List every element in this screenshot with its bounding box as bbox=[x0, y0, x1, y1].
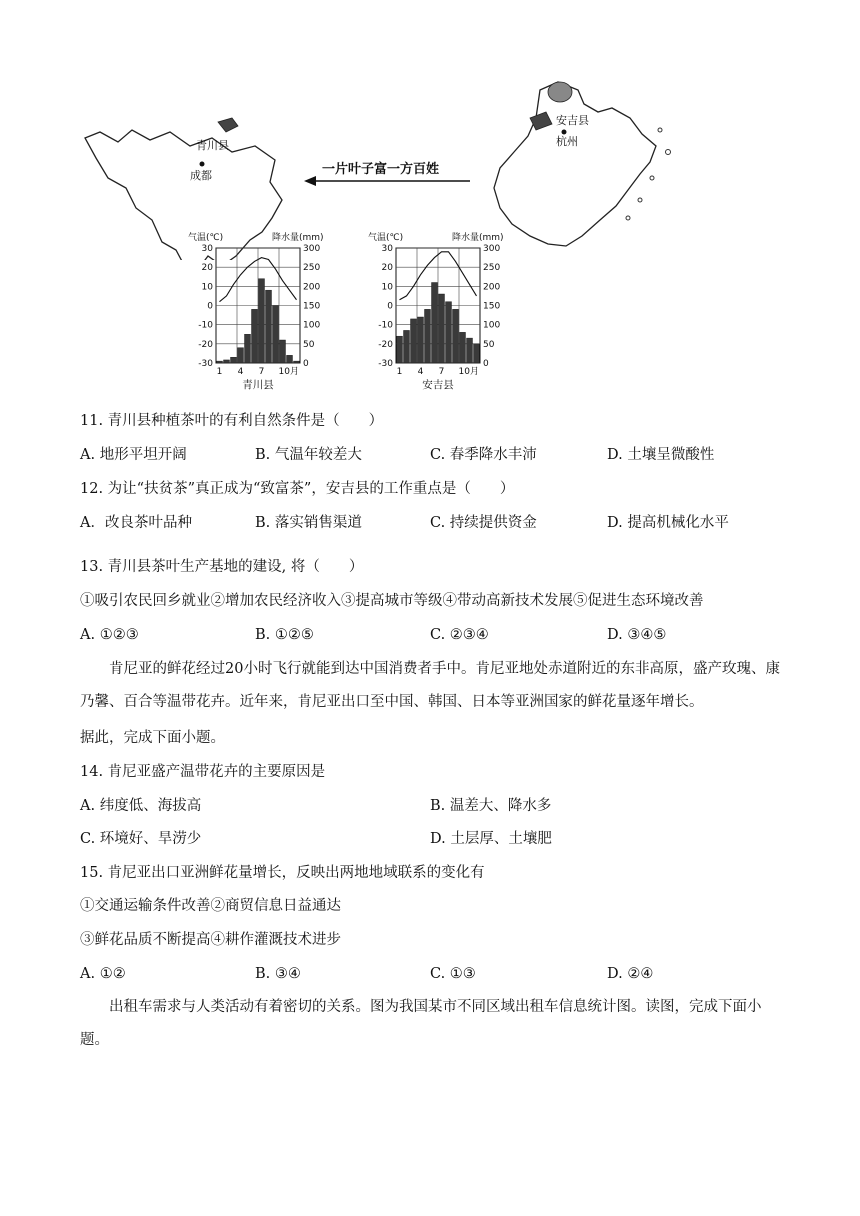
precip-tick-label: 0 bbox=[303, 359, 309, 369]
temp-axis-label: 气温(℃) bbox=[368, 233, 404, 243]
climate-chart-qingchuan bbox=[188, 226, 328, 394]
temp-tick-label: 30 bbox=[201, 244, 213, 254]
arrow-caption: 一片叶子富一方百姓 bbox=[322, 162, 440, 177]
q12-option-d: D. 提高机械化水平 bbox=[607, 515, 729, 531]
precip-bar bbox=[287, 355, 293, 363]
precip-bar bbox=[217, 361, 223, 363]
q15-option-a: A. ①② bbox=[80, 966, 126, 982]
chart-title: 安吉县 bbox=[422, 379, 454, 391]
temp-tick-label: 10 bbox=[201, 282, 213, 293]
precip-bar bbox=[224, 360, 230, 363]
precip-bar bbox=[231, 357, 237, 363]
x-tick-label: 4 bbox=[237, 367, 244, 377]
precip-tick-label: 50 bbox=[483, 339, 495, 350]
precip-bar bbox=[397, 336, 403, 363]
climate-chart-anji bbox=[368, 226, 508, 394]
temp-tick-label: 0 bbox=[207, 301, 213, 312]
kenya-instruction: 据此，完成下面小题。 bbox=[80, 730, 225, 746]
precip-bar bbox=[280, 340, 286, 363]
precip-bar bbox=[439, 294, 445, 363]
qingchuan-marker bbox=[218, 118, 238, 132]
tai-lake bbox=[548, 82, 572, 102]
q11-stem: 11. 青川县种植茶叶的有利自然条件是（ ） bbox=[80, 413, 384, 429]
precip-axis-label: 降水量(mm) bbox=[272, 233, 324, 243]
precip-bar bbox=[266, 290, 272, 363]
label-chengdu: 成都 bbox=[190, 169, 212, 182]
precip-tick-label: 200 bbox=[303, 282, 321, 293]
precip-bar bbox=[418, 317, 424, 363]
q15-option-b: B. ③④ bbox=[255, 966, 301, 982]
q15-option-c: C. ①③ bbox=[430, 966, 476, 982]
q13-items: ①吸引农民回乡就业②增加农民经济收入③提高城市等级④带动高新技术发展⑤促进生态环境改善 bbox=[80, 593, 704, 609]
precip-tick-label: 100 bbox=[483, 320, 501, 331]
island bbox=[666, 150, 671, 155]
island bbox=[638, 198, 642, 202]
precip-bar bbox=[404, 330, 410, 363]
q14-option-a: A. 纬度低、海拔高 bbox=[80, 798, 202, 814]
precip-tick-label: 300 bbox=[303, 244, 321, 254]
precip-tick-label: 250 bbox=[303, 263, 321, 274]
arrow-head bbox=[304, 176, 316, 186]
precip-tick-label: 0 bbox=[483, 359, 489, 369]
precip-tick-label: 300 bbox=[483, 244, 501, 254]
precip-tick-label: 50 bbox=[303, 339, 315, 350]
q12-option-c: C. 持续提供资金 bbox=[430, 515, 537, 531]
island bbox=[650, 176, 654, 180]
q12-option-b: B. 落实销售渠道 bbox=[255, 515, 362, 531]
taxi-passage: 出租车需求与人类活动有着密切的关系。图为我国某市不同区域出租车信息统计图。读图，完成下面小题。 bbox=[80, 999, 762, 1048]
label-anji: 安吉县 bbox=[556, 114, 589, 127]
island bbox=[626, 216, 630, 220]
precip-bar bbox=[446, 302, 452, 363]
label-qingchuan: 青川县 bbox=[196, 139, 229, 152]
q11-option-c: C. 春季降水丰沛 bbox=[430, 447, 537, 463]
precip-bar bbox=[425, 309, 431, 363]
precip-tick-label: 250 bbox=[483, 263, 501, 274]
precip-tick-label: 150 bbox=[303, 301, 321, 312]
x-tick-label: 7 bbox=[258, 367, 265, 377]
q12-option-a: A．改良茶叶品种 bbox=[80, 515, 192, 531]
temp-axis-label: 气温(℃) bbox=[188, 233, 224, 243]
x-tick-label: 10月 bbox=[278, 367, 299, 377]
x-tick-label: 1 bbox=[216, 367, 223, 377]
label-hangzhou: 杭州 bbox=[556, 135, 578, 148]
q13-option-a: A. ①②③ bbox=[80, 627, 139, 643]
x-tick-label: 10月 bbox=[458, 367, 479, 377]
precip-tick-label: 200 bbox=[483, 282, 501, 293]
island bbox=[658, 128, 662, 132]
zhejiang-map-outline bbox=[494, 82, 656, 246]
temp-tick-label: 0 bbox=[387, 301, 393, 312]
precip-bar bbox=[453, 309, 459, 363]
q15-option-d: D. ②④ bbox=[607, 966, 654, 982]
q15-stem: 15. 肯尼亚出口亚洲鲜花量增长，反映出两地地域联系的变化有 bbox=[80, 865, 485, 881]
precip-bar bbox=[474, 344, 480, 363]
q13-option-c: C. ②③④ bbox=[430, 627, 489, 643]
temp-tick-label: -10 bbox=[378, 320, 393, 331]
precip-bar bbox=[460, 332, 466, 363]
precip-axis-label: 降水量(mm) bbox=[452, 233, 504, 243]
chengdu-dot bbox=[200, 162, 205, 167]
precip-bar bbox=[238, 348, 244, 363]
q14-option-d: D. 土层厚、土壤肥 bbox=[430, 831, 552, 847]
q13-stem: 13. 青川县茶叶生产基地的建设, 将（ ） bbox=[80, 559, 364, 575]
q11-option-d: D. 土壤呈微酸性 bbox=[607, 447, 715, 463]
temp-tick-label: -30 bbox=[378, 359, 393, 369]
x-tick-label: 7 bbox=[438, 367, 445, 377]
temp-tick-label: 20 bbox=[201, 263, 213, 274]
q15-items-2: ③鲜花品质不断提高④耕作灌溉技术进步 bbox=[80, 932, 341, 948]
chart-title: 青川县 bbox=[242, 379, 274, 391]
q14-option-c: C. 环境好、旱涝少 bbox=[80, 831, 202, 847]
precip-bar bbox=[432, 283, 438, 364]
precip-tick-label: 100 bbox=[303, 320, 321, 331]
temp-tick-label: -30 bbox=[198, 359, 213, 369]
temp-tick-label: 30 bbox=[381, 244, 393, 254]
q14-stem: 14. 肯尼亚盛产温带花卉的主要原因是 bbox=[80, 764, 326, 780]
precip-bar bbox=[245, 334, 251, 363]
kenya-passage: 肯尼亚的鲜花经过20小时飞行就能到达中国消费者手中。肯尼亚地处赤道附近的东非高原，盛产玫瑰、康乃馨、百合等温带花卉。近年来，肯尼亚出口至中国、韩国、日本等亚洲国家的鲜花量逐年增长。 bbox=[80, 661, 780, 710]
temp-tick-label: -20 bbox=[378, 339, 393, 350]
precip-bar bbox=[259, 279, 265, 363]
anji-marker bbox=[530, 112, 552, 130]
temp-tick-label: -10 bbox=[198, 320, 213, 331]
q14-option-b: B. 温差大、降水多 bbox=[430, 798, 552, 814]
temp-tick-label: -20 bbox=[198, 339, 213, 350]
precip-bar bbox=[294, 361, 300, 363]
q15-items-1: ①交通运输条件改善②商贸信息日益通达 bbox=[80, 898, 341, 914]
precip-bar bbox=[273, 306, 279, 364]
precip-bar bbox=[411, 319, 417, 363]
precip-tick-label: 150 bbox=[483, 301, 501, 312]
q12-stem: 12. 为让“扶贫茶”真正成为“致富茶”，安吉县的工作重点是（ ） bbox=[80, 481, 515, 497]
precip-bar bbox=[467, 338, 473, 363]
q13-option-b: B. ①②⑤ bbox=[255, 627, 314, 643]
temp-tick-label: 10 bbox=[381, 282, 393, 293]
q11-option-a: A. 地形平坦开阔 bbox=[80, 447, 187, 463]
q11-option-b: B. 气温年较差大 bbox=[255, 447, 362, 463]
x-tick-label: 1 bbox=[396, 367, 403, 377]
x-tick-label: 4 bbox=[417, 367, 424, 377]
temp-tick-label: 20 bbox=[381, 263, 393, 274]
precip-bar bbox=[252, 309, 258, 363]
q13-option-d: D. ③④⑤ bbox=[607, 627, 667, 643]
